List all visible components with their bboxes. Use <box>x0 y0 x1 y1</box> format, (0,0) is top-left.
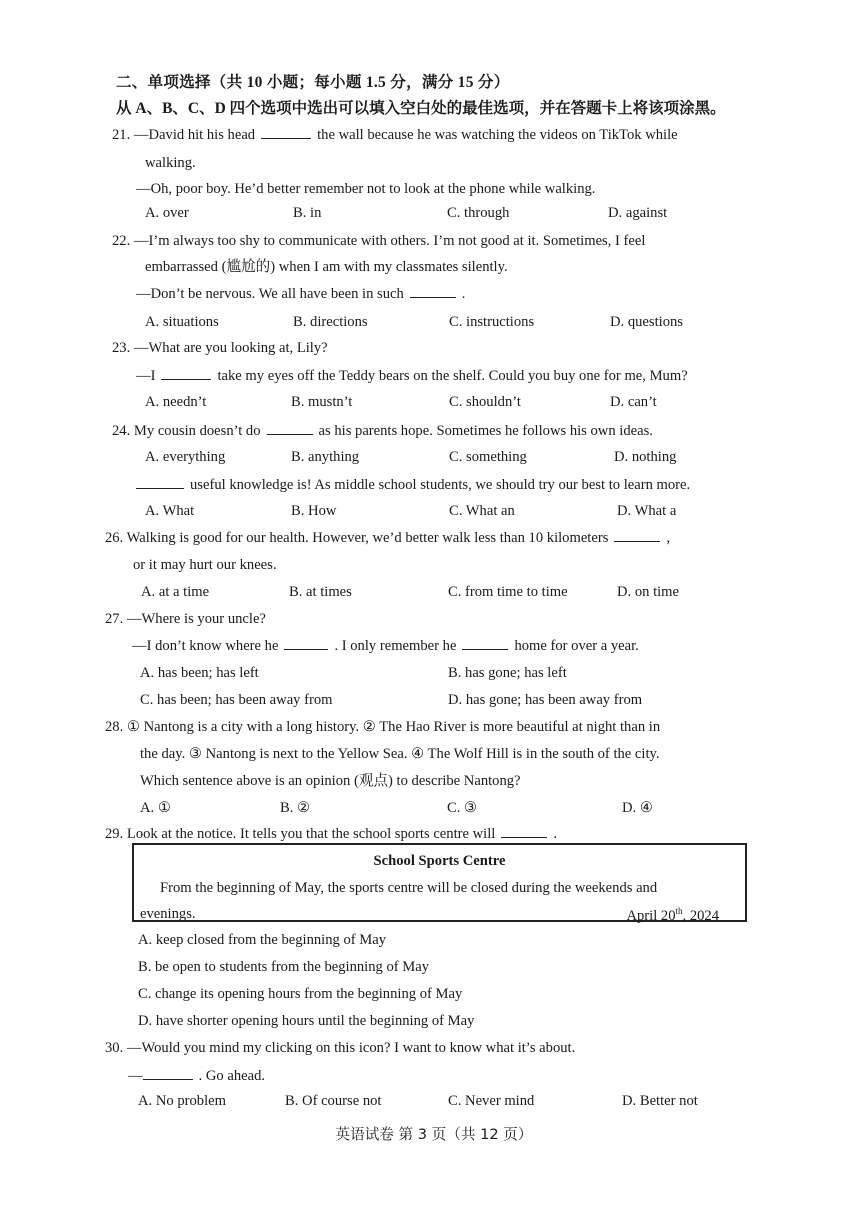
option-c: C. What an <box>449 503 515 519</box>
question-25-line-1: useful knowledge is! As middle school students, we should try our best to learn more. <box>136 474 690 495</box>
option-d: D. What a <box>617 503 677 519</box>
option-b: B. has gone; has left <box>448 665 567 681</box>
answer-blank <box>261 124 311 139</box>
question-22-line-1: 22. —I’m always too shy to communicate with others. I’m not good at it. Sometimes, I feel <box>112 233 646 249</box>
option-d: D. have shorter opening hours until the beginning of May <box>138 1013 475 1029</box>
question-number: 23. <box>112 340 131 356</box>
option-d: D. nothing <box>614 449 677 465</box>
option-a: A. at a time <box>141 584 210 600</box>
notice-title: School Sports Centre <box>373 853 506 869</box>
option-b: B. at times <box>289 584 352 600</box>
answer-blank <box>161 365 211 380</box>
question-26-line-2: or it may hurt our knees. <box>133 557 277 573</box>
answer-blank <box>136 474 184 489</box>
option-d: D. has gone; has been away from <box>448 692 643 708</box>
option-d: D. questions <box>610 314 683 330</box>
question-21-line-1: 21. —David hit his head the wall because he was watching the videos on TikTok while <box>112 124 678 145</box>
question-number: 30. <box>105 1040 124 1056</box>
question-number: 26. <box>105 530 124 546</box>
option-a: A. keep closed from the beginning of May <box>138 932 387 948</box>
option-c: C. change its opening hours from the beginning of May <box>138 986 463 1002</box>
notice-text: From the beginning of May, the sports centre will be closed during the weekends and <box>160 880 658 896</box>
question-number: 24. <box>112 423 131 439</box>
question-number: 27. <box>105 611 124 627</box>
option-d: D. Better not <box>622 1093 698 1109</box>
option-a: A. everything <box>145 449 226 465</box>
question-26-line-1: 26. Walking is good for our health. However, we’d better walk less than 10 kilometers , <box>105 527 670 548</box>
option-b: B. directions <box>293 314 368 330</box>
option-c: C. ③ <box>447 800 478 816</box>
question-28-line-2: the day. ③ Nantong is next to the Yellow Sea. ④ The Wolf Hill is in the south of the city. <box>140 746 660 762</box>
question-28-line-1: 28. ① Nantong is a city with a long history. ② The Hao River is more beautiful at night than in <box>105 719 661 735</box>
question-29-line-1: 29. Look at the notice. It tells you that the school sports centre will . <box>105 823 557 844</box>
question-number: 21. <box>112 127 131 143</box>
question-27-line-2: —I don’t know where he . I only remember he home for over a year. <box>132 635 639 656</box>
option-c: C. Never mind <box>448 1093 535 1109</box>
option-a: A. ① <box>140 800 171 816</box>
answer-blank <box>284 635 328 650</box>
answer-blank <box>143 1065 193 1080</box>
answer-blank <box>501 823 547 838</box>
question-22-line-2: embarrassed (尴尬的) when I am with my classmates silently. <box>145 259 508 275</box>
question-21-line-3: —Oh, poor boy. He’d better remember not to look at the phone while walking. <box>136 181 596 197</box>
option-b: B. Of course not <box>285 1093 382 1109</box>
question-27-line-1: 27. —Where is your uncle? <box>105 611 266 627</box>
option-b: B. anything <box>291 449 360 465</box>
question-number: 29. <box>105 826 124 842</box>
answer-blank <box>410 283 456 298</box>
option-a: A. situations <box>145 314 219 330</box>
option-a: A. needn’t <box>145 394 207 410</box>
question-number: 22. <box>112 233 131 249</box>
option-b: B. in <box>293 205 322 221</box>
question-24-line-1: 24. My cousin doesn’t do as his parents hope. Sometimes he follows his own ideas. <box>112 420 653 441</box>
option-d: D. on time <box>617 584 680 600</box>
question-number: 28. <box>105 719 124 735</box>
question-21-line-2: walking. <box>145 155 196 171</box>
option-b: B. How <box>291 503 337 519</box>
notice-text-2: evenings. <box>140 906 196 922</box>
option-a: A. over <box>145 205 189 221</box>
option-c: C. something <box>449 449 527 465</box>
answer-blank <box>267 420 313 435</box>
option-c: C. instructions <box>449 314 535 330</box>
option-a: A. What <box>145 503 195 519</box>
option-d: D. ④ <box>622 800 653 816</box>
option-d: D. against <box>608 205 668 221</box>
question-22-line-3: —Don’t be nervous. We all have been in such . <box>136 283 465 304</box>
option-c: C. through <box>447 205 510 221</box>
option-c: C. from time to time <box>448 584 568 600</box>
option-c: C. has been; has been away from <box>140 692 333 708</box>
option-b: B. be open to students from the beginning of May <box>138 959 430 975</box>
option-b: B. mustn’t <box>291 394 353 410</box>
question-30-line-2: — . Go ahead. <box>128 1065 265 1086</box>
answer-blank <box>614 527 660 542</box>
option-b: B. ② <box>280 800 311 816</box>
notice-date: April 20th, 2024 <box>626 906 719 924</box>
option-d: D. can’t <box>610 394 657 410</box>
page-footer: 英语试卷 第 3 页（共 12 页） <box>335 1126 533 1143</box>
option-c: C. shouldn’t <box>449 394 521 410</box>
question-23-line-1: 23. —What are you looking at, Lily? <box>112 340 328 356</box>
question-30-line-1: 30. —Would you mind my clicking on this icon? I want to know what it’s about. <box>105 1040 576 1056</box>
section-instruction: 从 A、B、C、D 四个选项中选出可以填入空白处的最佳选项，并在答题卡上将该项涂黑。 <box>116 100 726 117</box>
question-23-line-2: —I take my eyes off the Teddy bears on the shelf. Could you buy one for me, Mum? <box>136 365 688 386</box>
notice-box <box>132 843 747 922</box>
answer-blank <box>462 635 508 650</box>
question-28-line-3: Which sentence above is an opinion (观点) to describe Nantong? <box>140 773 521 789</box>
section-title: 二、单项选择（共 10 小题；每小题 1.5 分，满分 15 分） <box>116 74 510 91</box>
option-a: A. No problem <box>138 1093 226 1109</box>
option-a: A. has been; has left <box>140 665 259 681</box>
